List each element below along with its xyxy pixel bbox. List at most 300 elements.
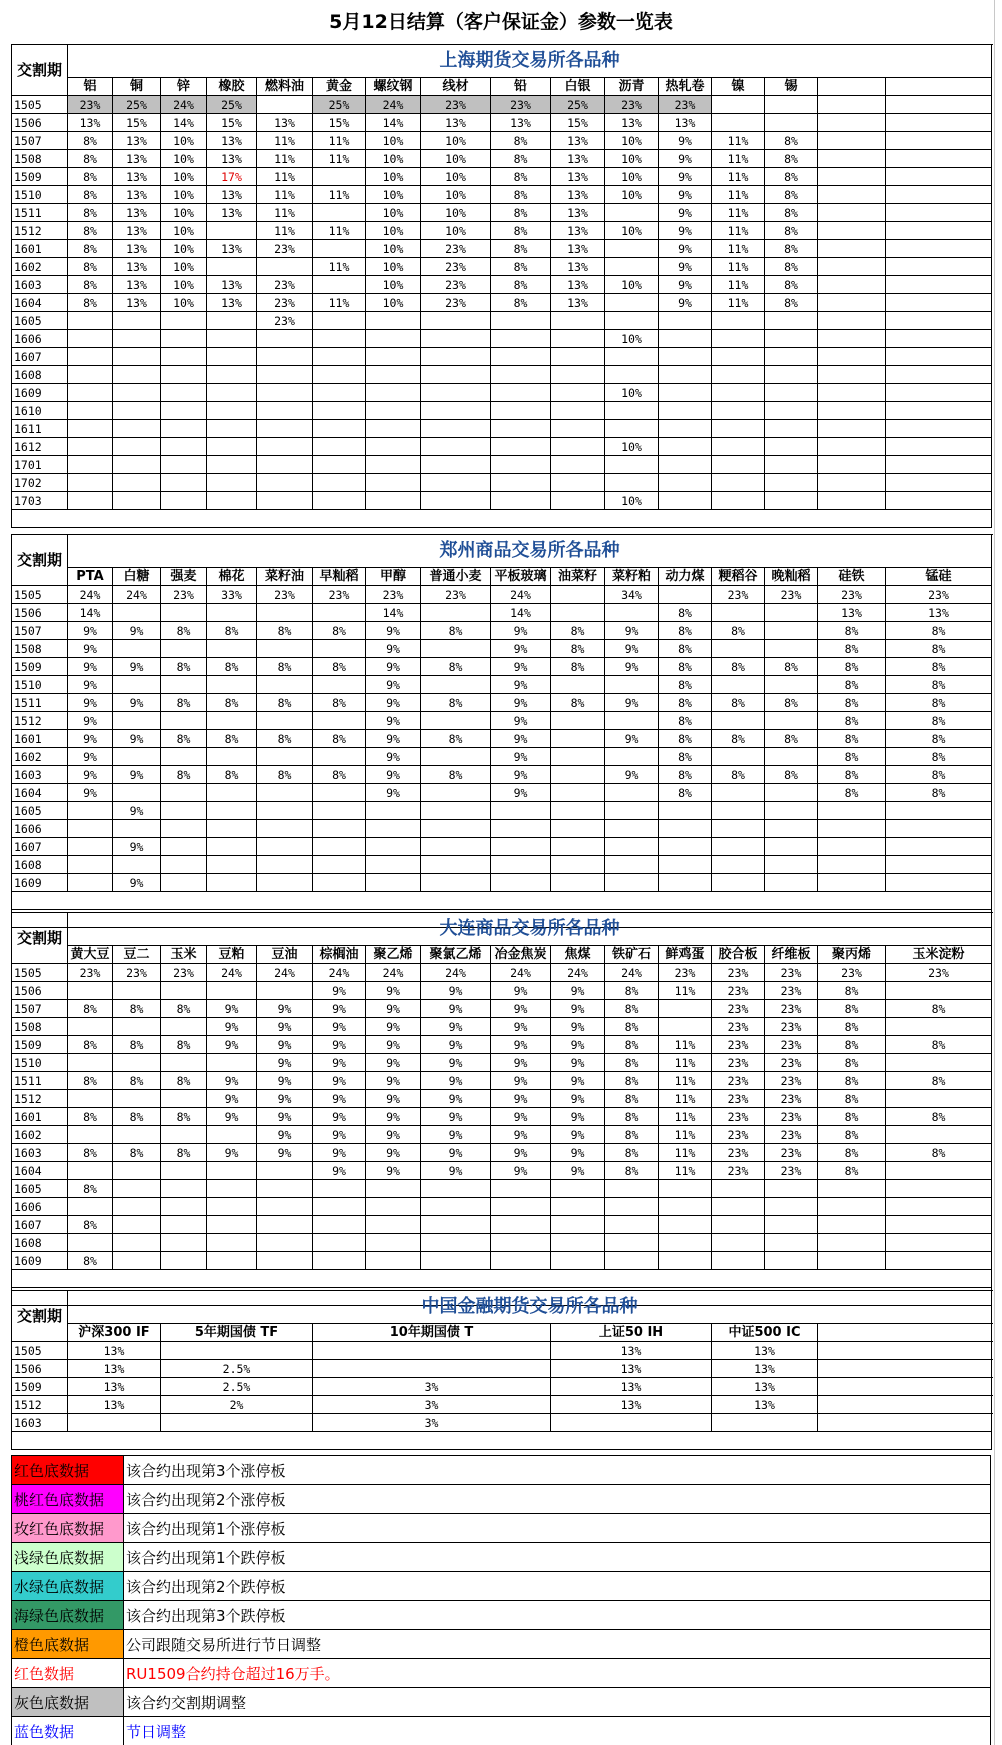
margin-cell	[207, 1180, 257, 1198]
empty-cell	[886, 312, 992, 330]
margin-cell: 8%	[818, 748, 886, 766]
delivery-month: 1612	[12, 438, 68, 456]
margin-cell: 9%	[366, 730, 421, 748]
margin-cell: 9%	[257, 1090, 313, 1108]
margin-cell: 9%	[68, 784, 113, 802]
margin-cell: 23%	[605, 96, 659, 114]
margin-cell	[313, 1234, 366, 1252]
margin-cell	[551, 604, 605, 622]
margin-cell: 10%	[605, 150, 659, 168]
margin-cell: 9%	[113, 658, 161, 676]
margin-cell	[765, 874, 818, 892]
legend-label: 红色底数据	[12, 1456, 124, 1485]
margin-cell	[491, 366, 551, 384]
delivery-month: 1510	[12, 1054, 68, 1072]
margin-cell	[765, 784, 818, 802]
empty-cell	[886, 420, 992, 438]
legend-row	[12, 1630, 991, 1659]
empty-cell	[818, 438, 886, 456]
margin-cell: 8%	[113, 1144, 161, 1162]
margin-cell: 9%	[68, 730, 113, 748]
delivery-month: 1608	[12, 856, 68, 874]
table-row	[12, 802, 992, 820]
margin-cell: 9%	[659, 204, 712, 222]
margin-cell: 9%	[491, 640, 551, 658]
margin-cell	[161, 366, 207, 384]
delivery-month: 1605	[12, 1180, 68, 1198]
margin-cell	[257, 366, 313, 384]
empty-cell	[818, 1342, 992, 1360]
margin-cell: 9%	[313, 1054, 366, 1072]
margin-cell: 9%	[207, 1036, 257, 1054]
margin-cell	[765, 420, 818, 438]
table-row	[12, 856, 992, 874]
margin-cell: 9%	[366, 622, 421, 640]
margin-cell: 23%	[712, 964, 765, 982]
margin-cell	[551, 1234, 605, 1252]
delivery-month: 1512	[12, 1396, 68, 1414]
margin-cell	[207, 838, 257, 856]
margin-cell: 9%	[491, 622, 551, 640]
table-row	[12, 1054, 992, 1072]
margin-cell: 13%	[207, 150, 257, 168]
margin-cell	[421, 784, 491, 802]
delivery-month: 1603	[12, 276, 68, 294]
delivery-month: 1506	[12, 114, 68, 132]
margin-cell: 9%	[313, 1000, 366, 1018]
table-row	[12, 114, 992, 132]
margin-cell: 15%	[113, 114, 161, 132]
empty-cell	[886, 294, 992, 312]
margin-cell	[765, 856, 818, 874]
margin-cell	[113, 1252, 161, 1270]
margin-cell: 23%	[68, 964, 113, 982]
margin-cell: 23%	[161, 586, 207, 604]
table-row	[12, 1396, 992, 1414]
margin-cell: 2.5%	[161, 1360, 313, 1378]
empty-cell	[818, 168, 886, 186]
table-row	[12, 222, 992, 240]
margin-cell	[68, 1054, 113, 1072]
margin-cell: 13%	[113, 204, 161, 222]
margin-cell: 15%	[313, 114, 366, 132]
margin-cell: 8%	[765, 240, 818, 258]
margin-cell	[207, 748, 257, 766]
table-row	[12, 658, 992, 676]
margin-cell	[712, 492, 765, 510]
margin-cell	[313, 492, 366, 510]
margin-cell: 9%	[421, 1144, 491, 1162]
margin-cell: 8%	[818, 694, 886, 712]
empty-cell	[818, 114, 886, 132]
margin-cell: 9%	[113, 622, 161, 640]
product-header: 棕榈油	[313, 946, 366, 964]
margin-cell: 8%	[551, 658, 605, 676]
margin-cell	[161, 784, 207, 802]
margin-cell: 23%	[712, 1000, 765, 1018]
delivery-month: 1508	[12, 1018, 68, 1036]
margin-cell	[659, 1018, 712, 1036]
margin-cell	[68, 402, 113, 420]
margin-cell: 8%	[68, 1108, 113, 1126]
margin-cell	[712, 1216, 765, 1234]
margin-cell	[551, 438, 605, 456]
margin-cell	[313, 802, 366, 820]
margin-cell: 14%	[68, 604, 113, 622]
margin-cell: 8%	[161, 1000, 207, 1018]
margin-cell: 8%	[765, 730, 818, 748]
delivery-month: 1604	[12, 294, 68, 312]
margin-cell: 8%	[491, 222, 551, 240]
margin-cell: 9%	[68, 694, 113, 712]
delivery-month: 1607	[12, 838, 68, 856]
delivery-label: 交割期	[12, 45, 68, 96]
margin-cell: 8%	[818, 1018, 886, 1036]
margin-cell	[68, 420, 113, 438]
margin-cell	[113, 438, 161, 456]
margin-cell: 8%	[765, 258, 818, 276]
margin-cell	[421, 474, 491, 492]
table-row	[12, 312, 992, 330]
delivery-month: 1505	[12, 96, 68, 114]
product-header: 玉米	[161, 946, 207, 964]
sheet-gridline	[994, 0, 995, 1745]
margin-cell: 8%	[491, 132, 551, 150]
margin-cell: 13%	[421, 114, 491, 132]
margin-cell	[605, 1216, 659, 1234]
empty-cell	[12, 510, 992, 528]
margin-cell: 8%	[68, 222, 113, 240]
margin-cell	[113, 1054, 161, 1072]
margin-cell: 8%	[161, 766, 207, 784]
margin-cell: 9%	[313, 1018, 366, 1036]
legend-label: 水绿色底数据	[12, 1572, 124, 1601]
margin-cell	[113, 748, 161, 766]
margin-cell: 10%	[366, 132, 421, 150]
empty-cell	[886, 456, 992, 474]
margin-cell	[605, 712, 659, 730]
margin-cell: 23%	[257, 240, 313, 258]
table-row	[12, 276, 992, 294]
margin-cell: 23%	[765, 1018, 818, 1036]
margin-cell: 23%	[257, 276, 313, 294]
margin-cell	[207, 640, 257, 658]
margin-table	[11, 912, 992, 1306]
margin-cell: 8%	[491, 204, 551, 222]
margin-cell	[659, 312, 712, 330]
margin-cell: 10%	[605, 132, 659, 150]
margin-cell: 23%	[886, 586, 992, 604]
delivery-month: 1512	[12, 712, 68, 730]
margin-cell	[605, 820, 659, 838]
margin-cell: 13%	[551, 1378, 712, 1396]
margin-cell	[659, 1180, 712, 1198]
margin-cell: 9%	[551, 1054, 605, 1072]
table-row	[12, 384, 992, 402]
margin-cell: 11%	[257, 168, 313, 186]
margin-cell	[659, 586, 712, 604]
margin-cell: 24%	[313, 964, 366, 982]
margin-cell	[366, 402, 421, 420]
margin-cell: 10%	[366, 186, 421, 204]
margin-cell: 9%	[659, 186, 712, 204]
margin-cell	[161, 474, 207, 492]
margin-cell	[366, 366, 421, 384]
empty-cell	[818, 1378, 992, 1396]
margin-cell	[161, 982, 207, 1000]
margin-cell: 23%	[712, 586, 765, 604]
margin-cell	[207, 1126, 257, 1144]
table-row	[12, 330, 992, 348]
margin-cell	[421, 366, 491, 384]
margin-cell: 8%	[712, 658, 765, 676]
margin-cell	[712, 384, 765, 402]
margin-cell	[207, 676, 257, 694]
margin-cell	[161, 874, 207, 892]
delivery-month: 1602	[12, 258, 68, 276]
margin-cell	[313, 438, 366, 456]
margin-cell	[68, 1234, 113, 1252]
margin-cell	[113, 348, 161, 366]
table-row	[12, 1072, 992, 1090]
margin-cell: 9%	[551, 1018, 605, 1036]
table-row	[12, 820, 992, 838]
margin-cell	[207, 420, 257, 438]
margin-cell: 8%	[765, 222, 818, 240]
margin-cell	[257, 640, 313, 658]
margin-cell	[605, 420, 659, 438]
margin-cell: 11%	[313, 132, 366, 150]
margin-cell: 8%	[313, 766, 366, 784]
product-header: 镍	[712, 78, 765, 96]
margin-cell	[551, 384, 605, 402]
margin-cell	[207, 384, 257, 402]
margin-cell: 9%	[659, 132, 712, 150]
margin-cell: 8%	[886, 640, 992, 658]
legend-row	[12, 1543, 991, 1572]
margin-cell	[257, 384, 313, 402]
margin-cell	[605, 604, 659, 622]
margin-cell: 13%	[68, 1342, 161, 1360]
margin-cell	[161, 856, 207, 874]
margin-cell	[113, 1018, 161, 1036]
legend-row	[12, 1572, 991, 1601]
margin-cell: 8%	[818, 1000, 886, 1018]
table-row	[12, 784, 992, 802]
margin-cell: 23%	[659, 96, 712, 114]
margin-table	[11, 534, 992, 928]
margin-cell: 10%	[161, 186, 207, 204]
margin-cell	[605, 838, 659, 856]
margin-cell	[659, 438, 712, 456]
margin-cell	[551, 586, 605, 604]
margin-cell: 9%	[366, 712, 421, 730]
table-row	[12, 622, 992, 640]
margin-cell	[207, 438, 257, 456]
margin-cell	[712, 604, 765, 622]
empty-cell	[818, 402, 886, 420]
margin-cell: 10%	[421, 204, 491, 222]
margin-cell: 8%	[257, 622, 313, 640]
margin-cell	[818, 1216, 886, 1234]
margin-cell: 23%	[712, 1090, 765, 1108]
margin-cell: 23%	[765, 964, 818, 982]
margin-cell: 23%	[421, 276, 491, 294]
margin-cell: 8%	[207, 622, 257, 640]
margin-cell	[113, 474, 161, 492]
margin-cell: 9%	[366, 694, 421, 712]
margin-cell: 9%	[366, 982, 421, 1000]
table-row	[12, 1144, 992, 1162]
margin-cell	[551, 784, 605, 802]
margin-cell	[207, 312, 257, 330]
delivery-month: 1509	[12, 1378, 68, 1396]
product-header: 豆粕	[207, 946, 257, 964]
margin-cell	[712, 330, 765, 348]
margin-cell	[161, 676, 207, 694]
table-row	[12, 964, 992, 982]
margin-cell	[659, 820, 712, 838]
margin-cell: 9%	[551, 1108, 605, 1126]
margin-cell	[659, 456, 712, 474]
margin-cell: 10%	[605, 492, 659, 510]
margin-cell	[421, 456, 491, 474]
product-header: PTA	[68, 568, 113, 586]
margin-cell	[257, 1216, 313, 1234]
product-header: 焦煤	[551, 946, 605, 964]
margin-cell	[491, 384, 551, 402]
margin-cell: 24%	[113, 586, 161, 604]
margin-cell: 14%	[366, 114, 421, 132]
product-header: 粳稻谷	[712, 568, 765, 586]
margin-cell: 9%	[551, 1000, 605, 1018]
delivery-month: 1509	[12, 1036, 68, 1054]
margin-cell	[765, 384, 818, 402]
product-header: 橡胶	[207, 78, 257, 96]
margin-cell	[161, 1126, 207, 1144]
margin-cell: 8%	[68, 1180, 113, 1198]
margin-cell: 9%	[113, 730, 161, 748]
margin-cell	[313, 474, 366, 492]
margin-cell: 13%	[68, 1378, 161, 1396]
empty-cell	[818, 222, 886, 240]
margin-cell	[765, 438, 818, 456]
delivery-label: 交割期	[12, 1291, 68, 1342]
margin-cell	[313, 856, 366, 874]
margin-cell	[491, 1234, 551, 1252]
margin-cell	[551, 492, 605, 510]
blank-row	[12, 1432, 992, 1450]
margin-cell	[257, 1180, 313, 1198]
margin-cell	[113, 1198, 161, 1216]
product-header: 胶合板	[712, 946, 765, 964]
margin-cell: 8%	[765, 150, 818, 168]
margin-cell	[161, 748, 207, 766]
delivery-month: 1505	[12, 586, 68, 604]
margin-cell	[421, 492, 491, 510]
margin-cell	[605, 856, 659, 874]
margin-cell: 9%	[421, 1054, 491, 1072]
delivery-month: 1506	[12, 604, 68, 622]
delivery-month: 1512	[12, 222, 68, 240]
product-header: 棉花	[207, 568, 257, 586]
margin-cell: 8%	[491, 276, 551, 294]
margin-cell	[421, 802, 491, 820]
margin-cell: 9%	[491, 1162, 551, 1180]
margin-cell: 23%	[366, 586, 421, 604]
margin-cell: 9%	[659, 294, 712, 312]
margin-cell: 8%	[161, 622, 207, 640]
margin-cell: 24%	[161, 96, 207, 114]
legend-table	[11, 1455, 991, 1745]
margin-cell: 14%	[366, 604, 421, 622]
margin-cell	[366, 1180, 421, 1198]
margin-cell	[421, 420, 491, 438]
margin-cell: 9%	[366, 1090, 421, 1108]
margin-cell: 9%	[551, 982, 605, 1000]
margin-cell	[659, 402, 712, 420]
margin-cell	[257, 1162, 313, 1180]
margin-cell	[313, 1252, 366, 1270]
margin-cell: 10%	[366, 222, 421, 240]
margin-cell: 10%	[161, 294, 207, 312]
margin-cell	[257, 604, 313, 622]
margin-cell	[161, 712, 207, 730]
margin-cell	[161, 456, 207, 474]
margin-cell	[765, 802, 818, 820]
margin-cell: 11%	[659, 1090, 712, 1108]
product-header: 豆二	[113, 946, 161, 964]
margin-cell: 9%	[366, 766, 421, 784]
delivery-month: 1603	[12, 1144, 68, 1162]
delivery-month: 1601	[12, 730, 68, 748]
margin-cell: 13%	[818, 604, 886, 622]
margin-cell: 8%	[818, 982, 886, 1000]
margin-cell: 10%	[366, 150, 421, 168]
product-header: 聚乙烯	[366, 946, 421, 964]
margin-cell: 9%	[366, 1162, 421, 1180]
margin-cell: 8%	[491, 150, 551, 168]
table-row	[12, 1162, 992, 1180]
product-header: 强麦	[161, 568, 207, 586]
margin-cell	[313, 312, 366, 330]
margin-cell: 9%	[313, 1090, 366, 1108]
margin-cell: 8%	[886, 1000, 992, 1018]
margin-cell: 9%	[113, 766, 161, 784]
margin-cell: 8%	[818, 730, 886, 748]
empty-cell	[886, 240, 992, 258]
margin-cell	[551, 312, 605, 330]
margin-cell: 23%	[818, 586, 886, 604]
margin-cell: 13%	[113, 276, 161, 294]
margin-cell	[207, 330, 257, 348]
margin-cell	[161, 348, 207, 366]
margin-cell: 9%	[313, 1036, 366, 1054]
margin-cell: 9%	[551, 1036, 605, 1054]
margin-cell: 13%	[207, 240, 257, 258]
margin-cell: 9%	[491, 1036, 551, 1054]
empty-cell	[818, 348, 886, 366]
margin-cell	[765, 330, 818, 348]
margin-cell: 23%	[886, 964, 992, 982]
margin-cell: 9%	[68, 766, 113, 784]
margin-cell: 13%	[207, 204, 257, 222]
margin-cell	[551, 420, 605, 438]
table-row	[12, 1414, 992, 1432]
table-row	[12, 1252, 992, 1270]
margin-cell	[207, 1162, 257, 1180]
margin-cell: 8%	[161, 694, 207, 712]
